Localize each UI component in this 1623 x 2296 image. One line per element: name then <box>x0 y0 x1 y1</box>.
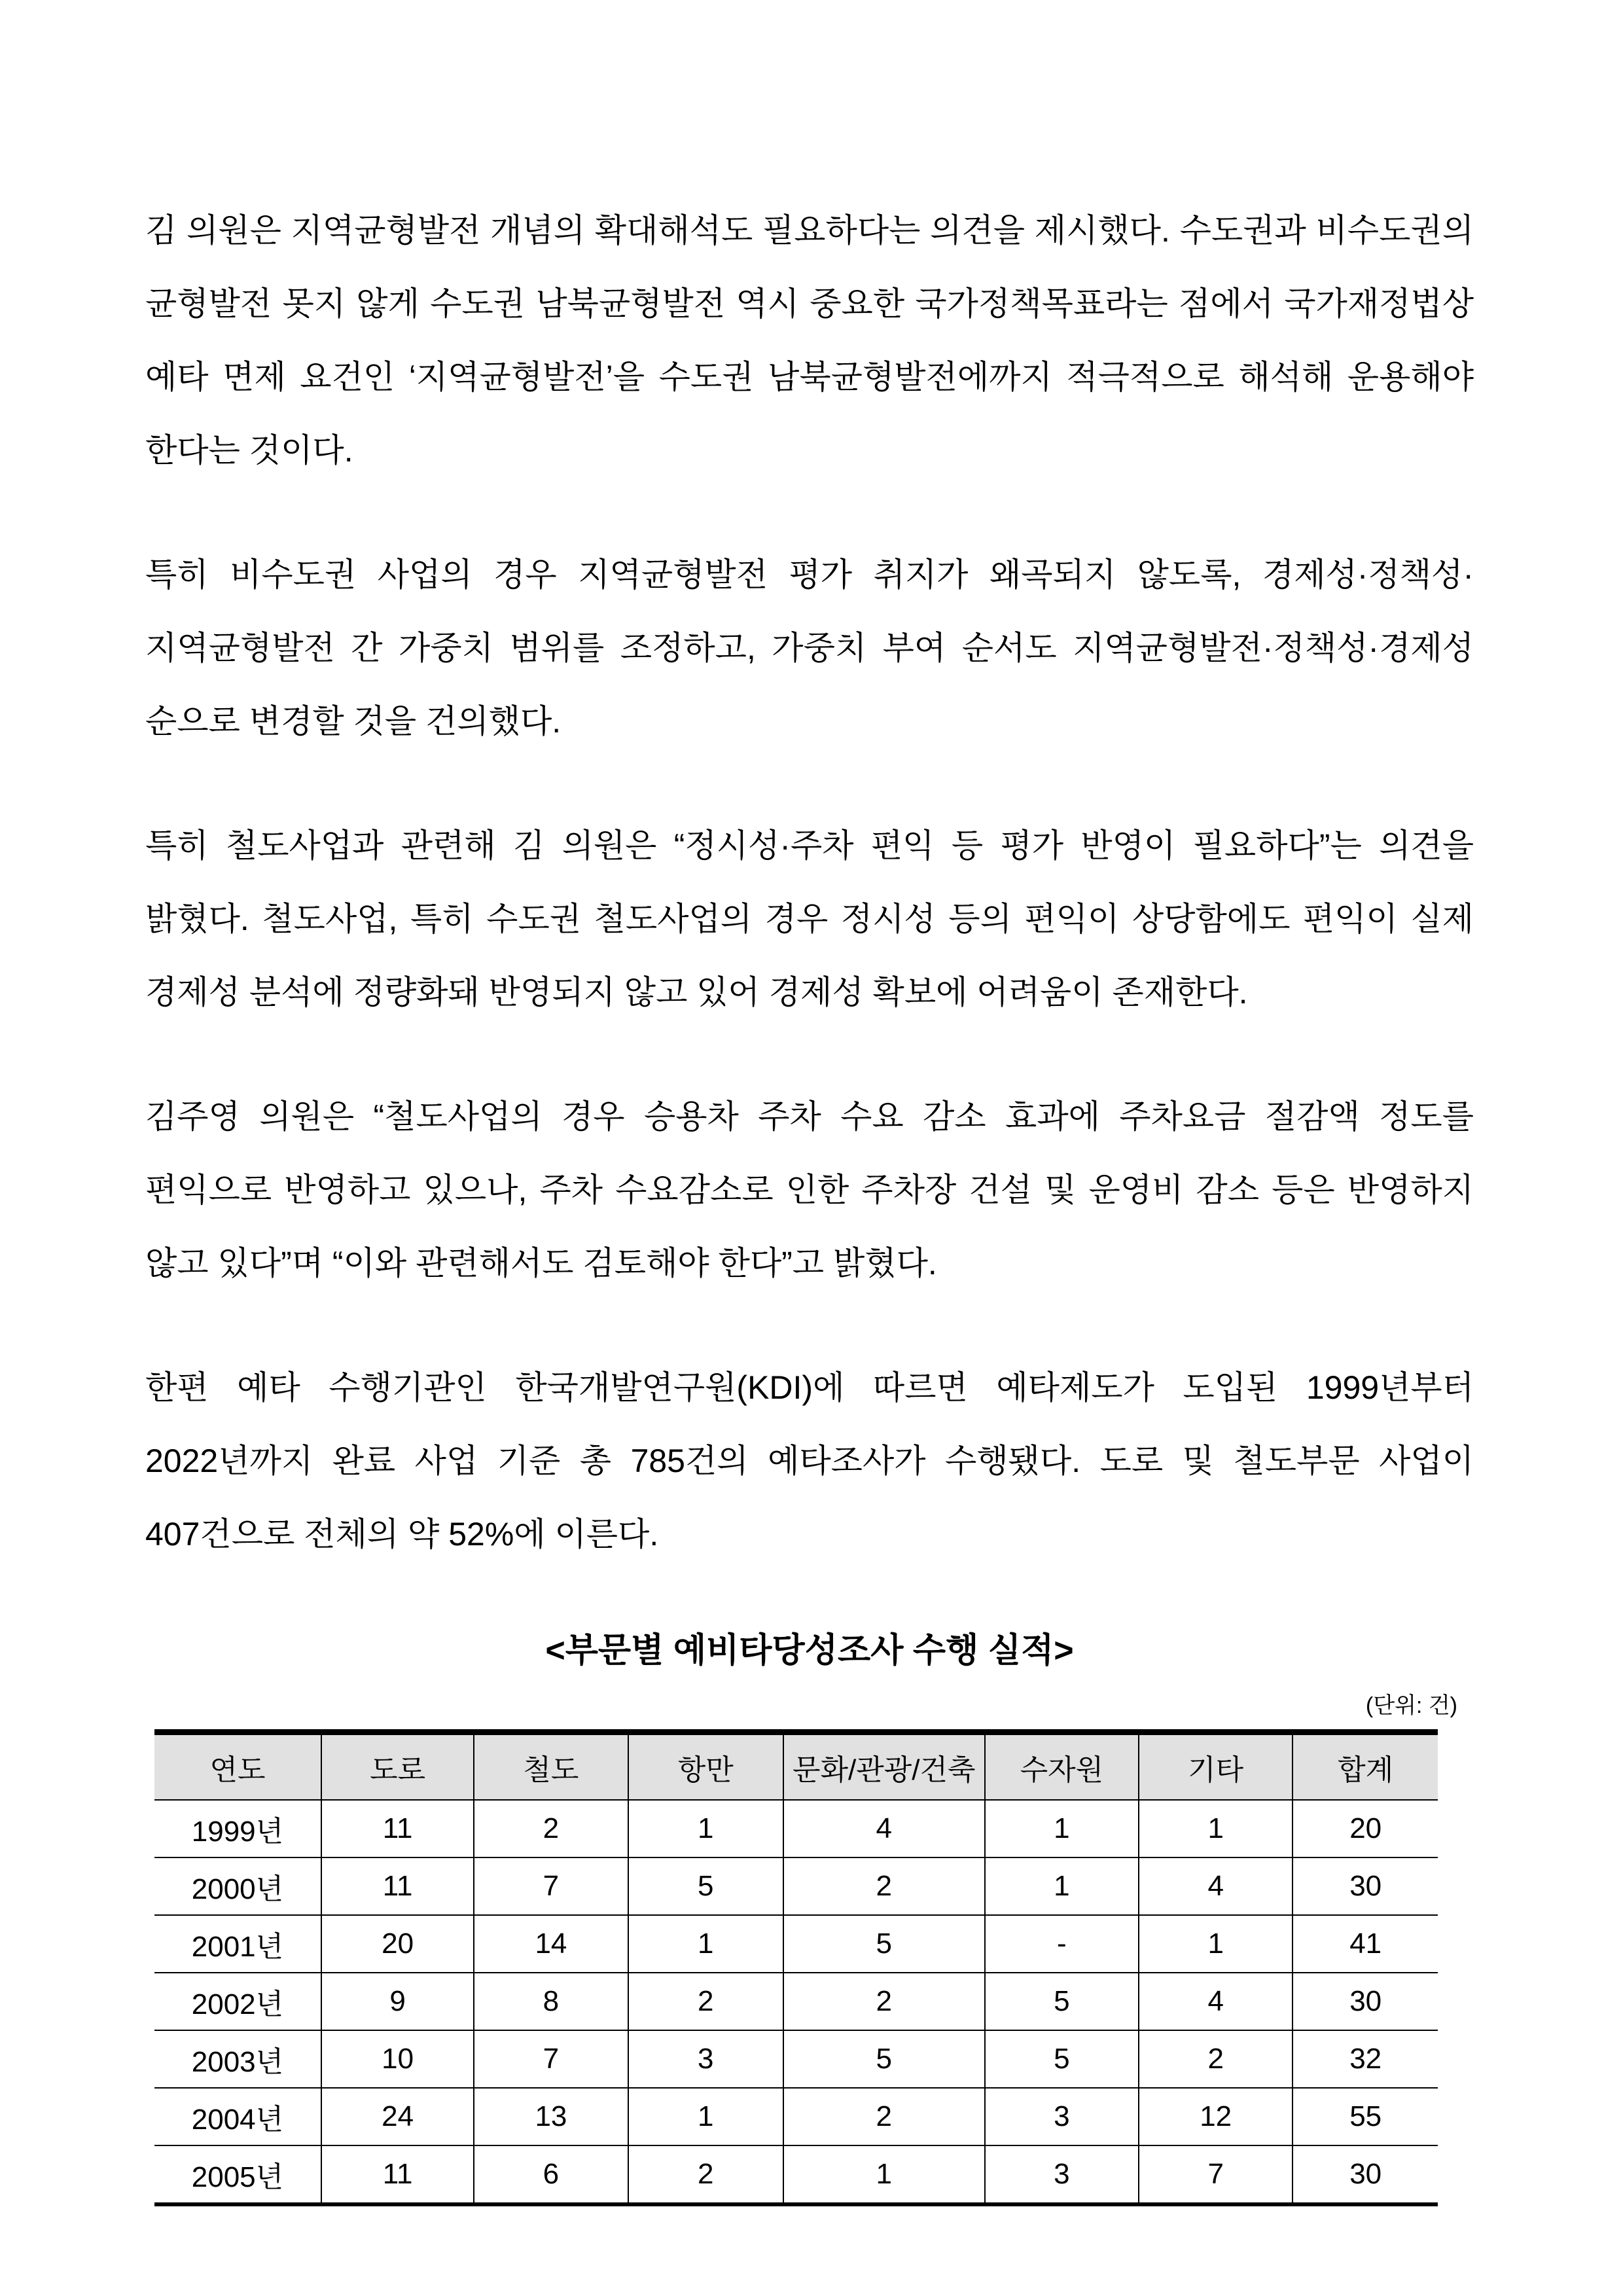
value-cell: 9 <box>321 1973 474 2030</box>
value-cell: 1 <box>985 1857 1139 1915</box>
year-cell: 2005년 <box>154 2145 321 2204</box>
value-cell: 13 <box>474 2088 628 2145</box>
table-header-row <box>154 1732 1438 1801</box>
table-row <box>154 1973 1438 2030</box>
survey-results-table <box>154 1729 1438 2206</box>
value-cell: 3 <box>985 2145 1139 2204</box>
column-header: 합계 <box>1293 1732 1438 1801</box>
value-cell: 2 <box>628 1973 783 2030</box>
value-cell: 6 <box>474 2145 628 2204</box>
column-header: 철도 <box>474 1732 628 1801</box>
value-cell: 14 <box>474 1915 628 1973</box>
value-cell: 3 <box>985 2088 1139 2145</box>
paragraph: 김 의원은 지역균형발전 개념의 확대해석도 필요하다는 의견을 제시했다. 수도권과 비수도권의 균형발전 못지 않게 수도권 남북균형발전 역시 중요한 국가정책목표라는 점에서 국가재정법상 예타 면제 요건인 ‘지역균형발전’을 수도권 남북균형발전에까지 적극적으로 해석해 운용해야 한다는 것이다. <box>145 212 1474 469</box>
value-cell: 1 <box>628 1800 783 1857</box>
column-header: 도로 <box>321 1732 474 1801</box>
year-cell: 2001년 <box>154 1915 321 1973</box>
value-cell: 5 <box>628 1857 783 1915</box>
paragraph: 특히 비수도권 사업의 경우 지역균형발전 평가 취지가 왜곡되지 않도록, 경제성·정책성·지역균형발전 간 가중치 범위를 조정하고, 가중치 부여 순서도 지역균형발전·정책성·경제성 순으로 변경할 것을 건의했다. <box>145 556 1474 740</box>
year-cell: 2002년 <box>154 1973 321 2030</box>
table-row <box>154 2145 1438 2204</box>
table-row <box>154 1857 1438 1915</box>
value-cell: 11 <box>321 1857 474 1915</box>
table-row <box>154 2088 1438 2145</box>
total-cell: 20 <box>1293 1800 1438 1857</box>
total-cell: 32 <box>1293 2030 1438 2088</box>
column-header: 문화/관광/건축 <box>783 1732 985 1801</box>
value-cell: 12 <box>1139 2088 1293 2145</box>
total-cell: 30 <box>1293 1857 1438 1915</box>
paragraph: 한편 예타 수행기관인 한국개발연구원(KDI)에 따르면 예타제도가 도입된 1999년부터 2022년까지 완료 사업 기준 총 785건의 예타조사가 수행됐다. 도로 및 철도부문 사업이 407건으로 전체의 약 52%에 이른다. <box>145 1369 1474 1552</box>
value-cell: 24 <box>321 2088 474 2145</box>
total-cell: 30 <box>1293 1973 1438 2030</box>
table-title: <부문별 예비타당성조사 수행 실적> <box>545 1632 1074 1670</box>
year-cell: 1999년 <box>154 1800 321 1857</box>
value-cell: 5 <box>985 2030 1139 2088</box>
value-cell: 4 <box>783 1800 985 1857</box>
total-cell: 30 <box>1293 2145 1438 2204</box>
value-cell: 7 <box>1139 2145 1293 2204</box>
value-cell: 7 <box>474 1857 628 1915</box>
value-cell: 1 <box>985 1800 1139 1857</box>
value-cell: 5 <box>783 1915 985 1973</box>
column-header: 수자원 <box>985 1732 1139 1801</box>
value-cell: 2 <box>628 2145 783 2204</box>
paragraph: 김주영 의원은 “철도사업의 경우 승용차 주차 수요 감소 효과에 주차요금 절감액 정도를 편익으로 반영하고 있으나, 주차 수요감소로 인한 주차장 건설 및 운영비 감소 등은 반영하지 않고 있다”며 “이와 관련해서도 검토해야 한다”고 밝혔다. <box>145 1098 1474 1282</box>
column-header: 연도 <box>154 1732 321 1801</box>
value-cell: 1 <box>783 2145 985 2204</box>
table-row <box>154 2030 1438 2088</box>
value-cell: 2 <box>1139 2030 1293 2088</box>
value-cell: 4 <box>1139 1973 1293 2030</box>
table-row <box>154 1915 1438 1973</box>
total-cell: 41 <box>1293 1915 1438 1973</box>
table-unit-label: (단위: 건) <box>1365 1693 1457 1718</box>
value-cell: 2 <box>783 1973 985 2030</box>
value-cell: 11 <box>321 1800 474 1857</box>
value-cell: 1 <box>628 1915 783 1973</box>
total-cell: 55 <box>1293 2088 1438 2145</box>
value-cell: 7 <box>474 2030 628 2088</box>
value-cell: 11 <box>321 2145 474 2204</box>
paragraph: 특히 철도사업과 관련해 김 의원은 “정시성·주차 편익 등 평가 반영이 필요하다”는 의견을 밝혔다. 철도사업, 특히 수도권 철도사업의 경우 정시성 등의 편익이 상당함에도 편익이 실제 경제성 분석에 정량화돼 반영되지 않고 있어 경제성 확보에 어려움이 존재한다. <box>145 827 1474 1011</box>
value-cell: 3 <box>628 2030 783 2088</box>
table-row <box>154 1800 1438 1857</box>
value-cell: 10 <box>321 2030 474 2088</box>
column-header: 기타 <box>1139 1732 1293 1801</box>
value-cell: 5 <box>985 1973 1139 2030</box>
value-cell: - <box>985 1915 1139 1973</box>
value-cell: 5 <box>783 2030 985 2088</box>
year-cell: 2000년 <box>154 1857 321 1915</box>
year-cell: 2003년 <box>154 2030 321 2088</box>
value-cell: 2 <box>783 2088 985 2145</box>
value-cell: 20 <box>321 1915 474 1973</box>
value-cell: 8 <box>474 1973 628 2030</box>
value-cell: 2 <box>474 1800 628 1857</box>
value-cell: 4 <box>1139 1857 1293 1915</box>
value-cell: 2 <box>783 1857 985 1915</box>
value-cell: 1 <box>1139 1915 1293 1973</box>
value-cell: 1 <box>628 2088 783 2145</box>
value-cell: 1 <box>1139 1800 1293 1857</box>
column-header: 항만 <box>628 1732 783 1801</box>
year-cell: 2004년 <box>154 2088 321 2145</box>
